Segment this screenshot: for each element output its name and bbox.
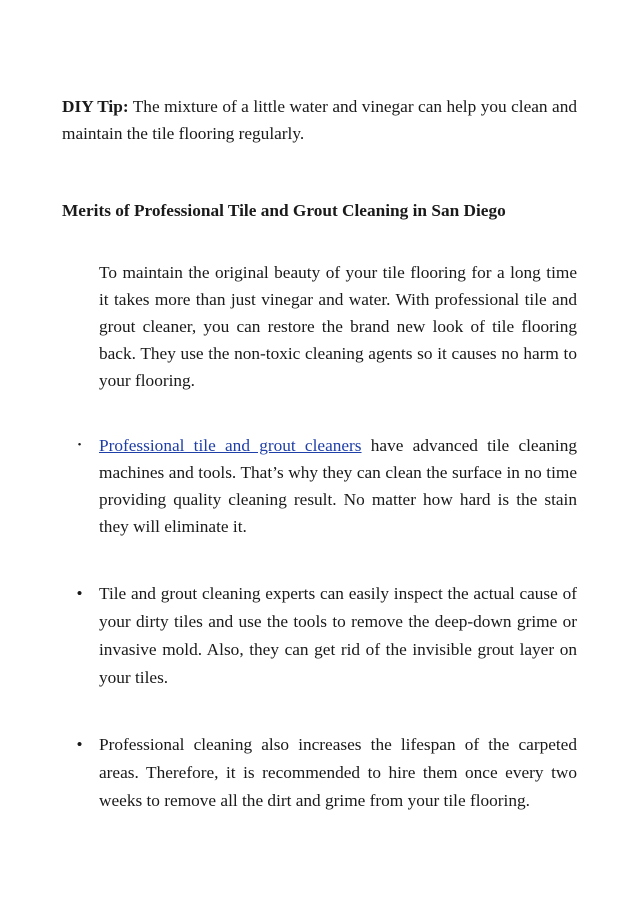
list-item-text bbox=[99, 432, 577, 540]
bullet-icon: • bbox=[77, 439, 82, 451]
intro-paragraph: To maintain the original beauty of your tile flooring for a long time it takes more than just vinegar and water. With professional tile and grout cleaner, you can restore the brand new look of tile flooring back. They use the non-toxic cleaning agents so it causes no harm to your flooring. bbox=[99, 263, 577, 390]
section-heading: Merits of Professional Tile and Grout Cleaning in San Diego bbox=[62, 201, 506, 220]
diy-tip-paragraph bbox=[62, 93, 577, 147]
professional-cleaners-link[interactable]: Professional tile and grout cleaners bbox=[99, 436, 362, 455]
bullet-icon: • bbox=[76, 584, 83, 603]
list-item-text: Tile and grout cleaning experts can easily inspect the actual cause of your dirty tiles and use the tools to remove the deep-down grime or invasive mold. Also, they can get rid of the invisible grout layer on your tiles. bbox=[99, 584, 577, 687]
list-item-text-rest: have advanced tile cleaning machines and tools. That’s why they can clean the surface in no time providing quality cleaning result. No matter how hard is the stain they will eliminate it. bbox=[99, 436, 577, 536]
list-item-text: Professional cleaning also increases the lifespan of the carpeted areas. Therefore, it is recommended to hire them once every two weeks to remove all the dirt and grime from your tile flooring. bbox=[99, 735, 577, 810]
diy-tip-label: DIY Tip: bbox=[62, 97, 129, 116]
bullet-icon: • bbox=[76, 735, 83, 754]
diy-tip-text: The mixture of a little water and vinegar can help you clean and maintain the tile flooring regularly. bbox=[62, 97, 577, 143]
